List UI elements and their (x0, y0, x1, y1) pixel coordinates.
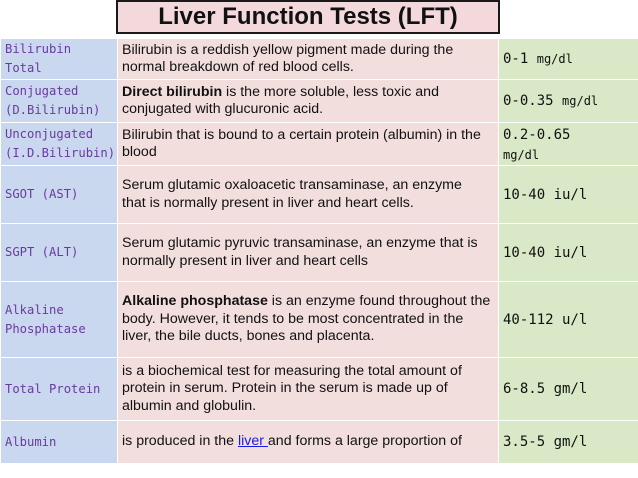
range-value: 6-8.5 gm/l (503, 381, 588, 397)
table-row (1, 421, 638, 464)
description-text: is produced in the (122, 433, 238, 450)
test-name-line: Phosphatase (5, 321, 86, 336)
description-cell (118, 421, 499, 464)
test-name: SGPT (ALT) (5, 245, 79, 259)
description-text: and forms a large proportion of (267, 433, 462, 450)
test-name: SGOT (AST) (5, 187, 79, 201)
description-cell (118, 166, 499, 224)
description-text: is the more soluble, less toxic and conjugated with glucuronic acid. (122, 83, 439, 117)
normal-range-cell (499, 123, 638, 166)
normal-range-cell (499, 282, 638, 358)
test-name-cell (1, 358, 118, 421)
test-name-cell (1, 80, 118, 123)
normal-range-cell (499, 166, 638, 224)
normal-range-cell (499, 421, 638, 464)
description-bold: Alkaline phosphatase (122, 293, 268, 310)
description-cell (118, 39, 499, 80)
test-name-cell (1, 224, 118, 282)
test-name: Bilirubin Total (5, 42, 72, 75)
normal-range-cell (499, 224, 638, 282)
test-name-cell (1, 421, 118, 464)
lft-table (0, 38, 638, 464)
range-value: 10-40 iu/l (503, 244, 588, 261)
test-name-cell (1, 166, 118, 224)
normal-range-cell (499, 80, 638, 123)
description-cell (118, 358, 499, 421)
table-row (1, 358, 638, 421)
test-name-line: Alkaline (5, 302, 64, 317)
range-unit: mg/dl (536, 52, 573, 66)
normal-range-cell (499, 39, 638, 80)
range-unit: mg/dl (562, 94, 599, 108)
description-text: that is normally present in liver and heart cells. (122, 194, 414, 211)
description-cell (118, 80, 499, 123)
title-side-right (500, 0, 638, 38)
test-name-line: Unconjugated (5, 127, 94, 141)
range-unit: mg/dl (503, 148, 540, 162)
table-row (1, 224, 638, 282)
range-value: 0-1 (503, 51, 529, 67)
description-text: is a biochemical test for measuring the total amount of protein in serum. Protein in the serum is made up of albumin and globulin. (122, 362, 462, 414)
test-name-line: (D.Bilirubin) (5, 103, 101, 117)
test-name-line: Conjugated (5, 84, 79, 98)
test-name-cell (1, 123, 118, 166)
page-title: Liver Function Tests (LFT) (116, 0, 500, 34)
range-value: 0-0.35 (503, 93, 554, 109)
table-row (1, 80, 638, 123)
table-row (1, 166, 638, 224)
table-row (1, 39, 638, 80)
description-cell (118, 224, 499, 282)
title-bar (0, 0, 638, 38)
test-name-cell (1, 282, 118, 358)
description-cell (118, 282, 499, 358)
test-name: Total Protein (5, 381, 101, 396)
description-text: Bilirubin is a reddish yellow pigment made during the normal breakdown of red blood cells. (122, 41, 454, 75)
table-row (1, 123, 638, 166)
test-name-line: (I.D.Bilirubin) (5, 146, 116, 160)
normal-range-cell (499, 358, 638, 421)
description-text: Bilirubin that is bound to a certain protein (albumin) in the blood (122, 126, 481, 160)
description-text: is an enzyme found throughout the body. However, it tends to be most concentrated in the liver, the bile ducts, bones and placenta. (122, 293, 491, 345)
description-text: normally present in liver and heart cells (122, 252, 369, 269)
description-bold: Direct bilirubin (122, 83, 223, 100)
range-value: 3.5-5 gm/l (503, 434, 588, 450)
table-row (1, 282, 638, 358)
test-name-cell (1, 39, 118, 80)
description-text: Serum glutamic oxaloacetic transaminase, an enzyme (122, 177, 462, 193)
description-cell (118, 123, 499, 166)
range-value: 0.2-0.65 (503, 127, 571, 143)
range-value: 10-40 iu/l (503, 186, 588, 203)
title-side-left (0, 0, 116, 38)
range-value: 40-112 u/l (503, 311, 588, 328)
description-text: Serum glutamic pyruvic transaminase, an enzyme that is (122, 235, 478, 251)
liver-link[interactable]: liver (237, 433, 268, 450)
test-name: Albumin (5, 434, 57, 449)
